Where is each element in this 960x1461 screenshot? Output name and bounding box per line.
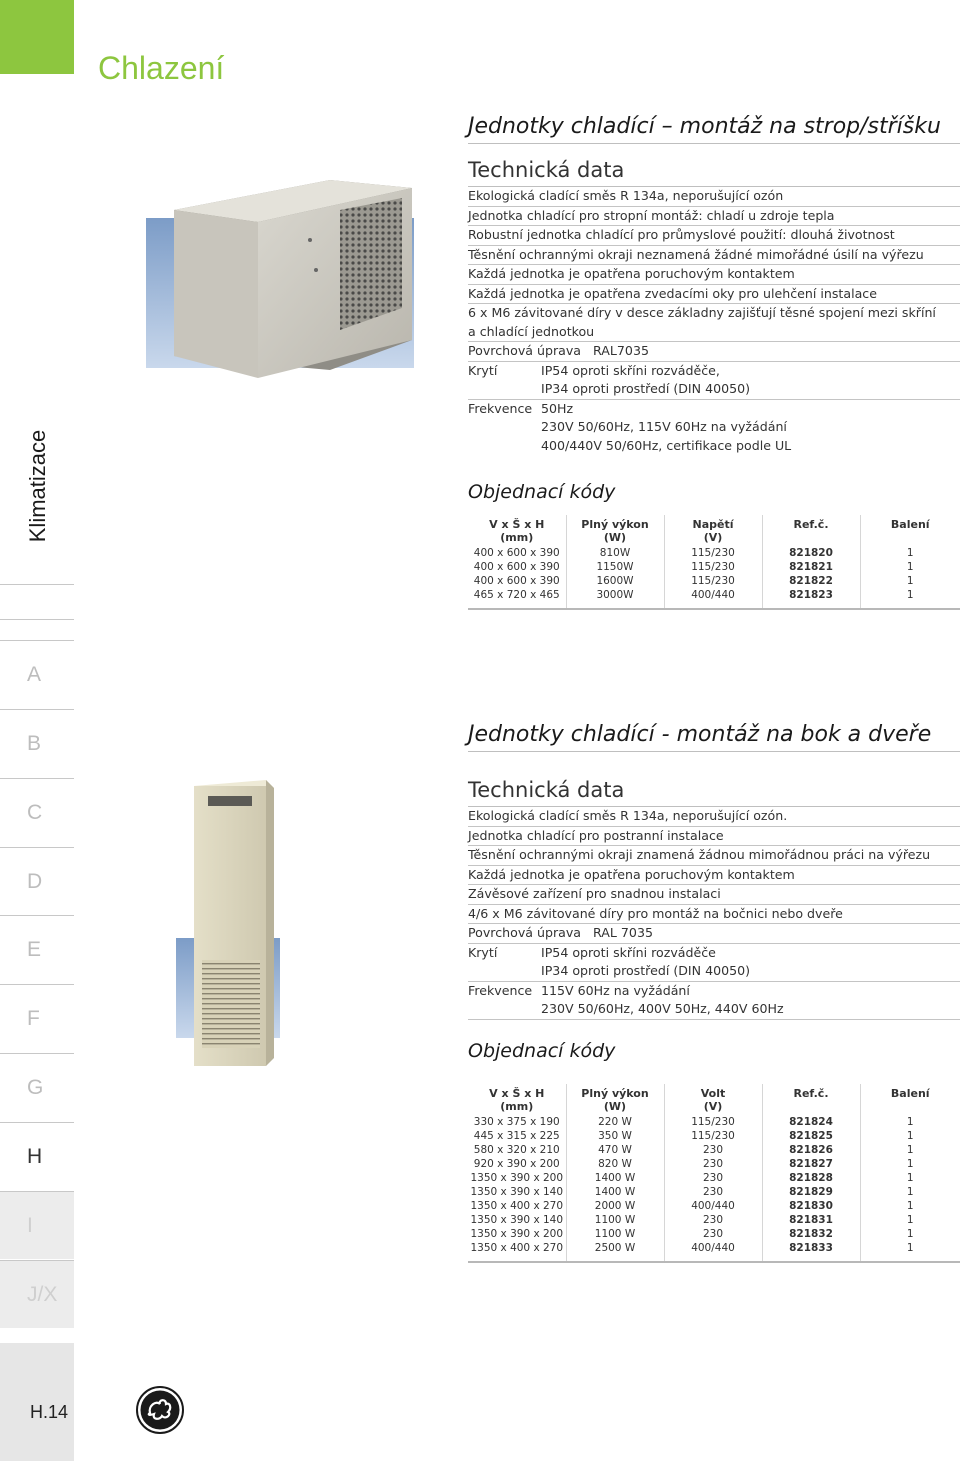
table-cell: 2500 W xyxy=(566,1241,664,1261)
table-cell: 115/230 xyxy=(664,1129,762,1143)
table-row xyxy=(468,1185,960,1199)
tech-data-title: Technická data xyxy=(468,158,960,187)
sidebar xyxy=(0,0,74,1461)
table-header: Plný výkon (W) xyxy=(566,1084,664,1115)
table-cell: 1 xyxy=(906,1157,914,1170)
ref-number-cell: 821821 xyxy=(762,560,860,574)
ref-number-cell: 821826 xyxy=(762,1143,860,1157)
spec-item: Jednotka chladící pro stropní montáž: chladí u zdroje tepla xyxy=(468,207,960,227)
table-cell: 1 xyxy=(906,1185,914,1198)
table-row xyxy=(468,1241,960,1261)
table-row xyxy=(468,1129,960,1143)
spec-item: 6 x M6 závitované díry v desce základny zajišťují těsné spojení mezi skříní a chladící jednotkou xyxy=(468,304,960,342)
spec-surface: Povrchová úprava RAL7035 xyxy=(468,342,960,362)
table-cell: 1 xyxy=(906,1241,914,1254)
table-header: V x Š x H (mm) xyxy=(468,1084,566,1115)
order-codes-title: Objednací kódy xyxy=(468,1039,616,1062)
sidebar-letter-c: C xyxy=(0,778,74,846)
table-header: Volt (V) xyxy=(664,1084,762,1115)
table-cell: 400/440 xyxy=(664,588,762,608)
spec-frequency: Frekvence 50Hz 230V 50/60Hz, 115V 60Hz na vyžádání 400/440V 50/60Hz, certifikace podle UL xyxy=(468,400,792,453)
table-cell: 1 xyxy=(906,589,914,601)
table-row xyxy=(468,1143,960,1157)
side-cooling-unit-image xyxy=(176,780,286,1074)
table-cell: 1 xyxy=(906,1199,914,1212)
table-cell: 330 x 375 x 190 xyxy=(468,1115,566,1129)
table-cell: 465 x 720 x 465 xyxy=(468,588,566,608)
table-cell: 400/440 xyxy=(664,1199,762,1213)
table-cell: 350 W xyxy=(566,1129,664,1143)
table-cell: 1100 W xyxy=(566,1213,664,1227)
table-row xyxy=(468,1199,960,1213)
table-cell: 1150W xyxy=(566,560,664,574)
table-cell: 400/440 xyxy=(664,1241,762,1261)
table-cell: 115/230 xyxy=(664,1115,762,1129)
table-cell: 115/230 xyxy=(664,546,762,560)
section-title: Jednotky chladící - montáž na bok a dveře xyxy=(468,722,960,752)
table-cell: 1 xyxy=(906,1129,914,1142)
table-cell: 1 xyxy=(906,1227,914,1240)
ref-number-cell: 821832 xyxy=(762,1227,860,1241)
table-cell: 1350 x 390 x 140 xyxy=(468,1213,566,1227)
table-cell: 1350 x 390 x 200 xyxy=(468,1171,566,1185)
sidebar-letter-a: A xyxy=(0,640,74,708)
ref-number-cell: 821823 xyxy=(762,588,860,608)
table-header: Balení xyxy=(890,1086,930,1100)
table-cell: 400 x 600 x 390 xyxy=(468,560,566,574)
table-row xyxy=(468,1227,960,1241)
table-cell: 2000 W xyxy=(566,1199,664,1213)
table-cell: 3000W xyxy=(566,588,664,608)
ref-number-cell: 821825 xyxy=(762,1129,860,1143)
spec-item: Závěsové zařízení pro snadnou instalaci xyxy=(468,885,960,905)
order-table xyxy=(468,515,960,608)
table-cell: 1400 W xyxy=(566,1171,664,1185)
order-table xyxy=(468,1084,960,1261)
spec-protection: Krytí IP54 oproti skříni rozváděče, IP34 oproti prostředí (DIN 40050) xyxy=(468,362,960,400)
table-row xyxy=(468,1115,960,1129)
table-cell: 580 x 320 x 210 xyxy=(468,1143,566,1157)
sidebar-letter-i: I xyxy=(0,1191,74,1259)
spec-surface: Povrchová úprava RAL 7035 xyxy=(468,924,960,944)
ref-number-cell: 821833 xyxy=(762,1241,860,1261)
spec-item: Každá jednotka je opatřena poruchovým kontaktem xyxy=(468,866,960,886)
table-cell: 230 xyxy=(664,1143,762,1157)
spec-item: Ekologická cladící směs R 134a, neporušující ozón. xyxy=(468,807,960,827)
table-cell: 1 xyxy=(906,561,914,573)
table-cell: 230 xyxy=(664,1227,762,1241)
table-cell: 1 xyxy=(906,575,914,587)
table-cell: 230 xyxy=(664,1171,762,1185)
spec-item: Jednotka chladící pro postranní instalace xyxy=(468,827,960,847)
order-codes-title: Objednací kódy xyxy=(468,481,616,503)
table-cell: 1350 x 400 x 270 xyxy=(468,1199,566,1213)
table-cell: 400 x 600 x 390 xyxy=(468,546,566,560)
ref-number-cell: 821828 xyxy=(762,1171,860,1185)
table-cell: 400 x 600 x 390 xyxy=(468,574,566,588)
roof-cooling-unit-image xyxy=(140,170,440,424)
table-cell: 220 W xyxy=(566,1115,664,1129)
ge-logo xyxy=(136,1386,184,1434)
table-header: Napětí (V) xyxy=(664,515,762,546)
table-cell: 1350 x 390 x 140 xyxy=(468,1185,566,1199)
table-cell: 820 W xyxy=(566,1157,664,1171)
table-header: Plný výkon (W) xyxy=(566,515,664,546)
table-row xyxy=(468,574,960,588)
table-row xyxy=(468,588,960,608)
table-cell: 1 xyxy=(906,1115,914,1128)
table-row xyxy=(468,1157,960,1171)
spec-protection: Krytí IP54 oproti skříni rozváděče IP34 oproti prostředí (DIN 40050) xyxy=(468,944,960,982)
sidebar-letter-h: H xyxy=(0,1122,74,1190)
table-cell: 1 xyxy=(906,547,914,559)
sidebar-letter-f: F xyxy=(0,984,74,1052)
table-row xyxy=(468,546,960,560)
spec-frequency: Frekvence 115V 60Hz na vyžádání 230V 50/60Hz, 400V 50Hz, 440V 60Hz xyxy=(468,982,960,1020)
table-header: V x Š x H (mm) xyxy=(468,515,566,546)
ref-number-cell: 821830 xyxy=(762,1199,860,1213)
table-cell: 115/230 xyxy=(664,560,762,574)
section-side-units xyxy=(468,722,960,1263)
spec-item: Těsnění ochrannými okraji znamená žádnou mimořádnou práci na výřezu xyxy=(468,846,960,866)
table-row xyxy=(468,560,960,574)
table-cell: 1 xyxy=(906,1213,914,1226)
table-cell: 115/230 xyxy=(664,574,762,588)
ref-number-cell: 821820 xyxy=(762,546,860,560)
table-header: Ref.č. xyxy=(762,1084,860,1115)
table-cell: 920 x 390 x 200 xyxy=(468,1157,566,1171)
page-title: Chlazení xyxy=(98,50,225,86)
spec-item: 4/6 x M6 závitované díry pro montáž na bočnici nebo dveře xyxy=(468,905,960,925)
table-cell: 470 W xyxy=(566,1143,664,1157)
spec-item: Každá jednotka je opatřena zvedacími oky pro ulehčení instalace xyxy=(468,285,960,305)
ref-number-cell: 821824 xyxy=(762,1115,860,1129)
table-row xyxy=(468,1213,960,1227)
ref-number-cell: 821829 xyxy=(762,1185,860,1199)
spec-item: Robustní jednotka chladící pro průmyslové použití: dlouhá životnost xyxy=(468,226,960,246)
table-row xyxy=(468,1171,960,1185)
spec-item: Ekologická cladící směs R 134a, neporušující ozón xyxy=(468,187,960,207)
ref-number-cell: 821831 xyxy=(762,1213,860,1227)
ref-number-cell: 821822 xyxy=(762,574,860,588)
table-cell: 1 xyxy=(906,1171,914,1184)
sidebar-letter-g: G xyxy=(0,1053,74,1121)
spec-list xyxy=(468,187,960,304)
vertical-section-title: Klimatizace xyxy=(25,429,50,543)
table-cell: 1350 x 390 x 200 xyxy=(468,1227,566,1241)
ref-number-cell: 821827 xyxy=(762,1157,860,1171)
table-cell: 230 xyxy=(664,1157,762,1171)
tech-data-title: Technická data xyxy=(468,778,960,807)
sidebar-letter-j-x: J/X xyxy=(0,1260,74,1328)
table-cell: 1600W xyxy=(566,574,664,588)
table-cell: 1 xyxy=(906,1143,914,1156)
table-cell: 1400 W xyxy=(566,1185,664,1199)
spec-list xyxy=(468,807,960,924)
sidebar-letter-d: D xyxy=(0,847,74,915)
sidebar-letter-b: B xyxy=(0,709,74,777)
section-title: Jednotky chladící – montáž na strop/stříšku xyxy=(468,114,960,144)
table-cell: 1350 x 400 x 270 xyxy=(468,1241,566,1261)
spec-item: Těsnění ochrannými okraji neznamená žádné mimořádné úsilí na výřezu xyxy=(468,246,960,266)
sidebar-letter-e: E xyxy=(0,915,74,983)
brand-color-block xyxy=(0,0,74,74)
spec-item: Každá jednotka je opatřena poruchovým kontaktem xyxy=(468,265,960,285)
table-cell: 810W xyxy=(566,546,664,560)
section-roof-units xyxy=(468,114,960,610)
table-cell: 230 xyxy=(664,1213,762,1227)
table-header: Ref.č. xyxy=(762,515,860,546)
page-number: H.14 xyxy=(30,1402,69,1422)
table-header: Balení xyxy=(890,518,930,531)
table-cell: 230 xyxy=(664,1185,762,1199)
table-cell: 445 x 315 x 225 xyxy=(468,1129,566,1143)
table-cell: 1100 W xyxy=(566,1227,664,1241)
